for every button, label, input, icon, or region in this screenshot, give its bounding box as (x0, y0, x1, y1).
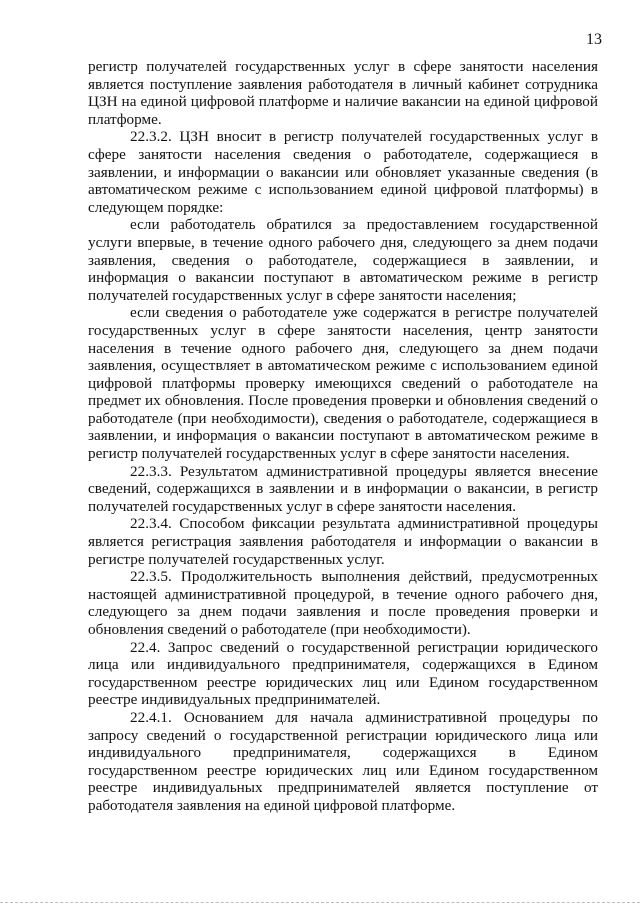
paragraph-22-3-5: 22.3.5. Продолжительность выполнения действий, предусмотренных настоящей административной процедурой, в течение одного рабочего дня, следующего за днем подачи заявления и после проведения проверки и обновления сведений о работодателе (при необходимости). (88, 568, 598, 638)
paragraph-22-3-4: 22.3.4. Способом фиксации результата административной процедуры является регистрация заявления работодателя и информации о вакансии в регистре получателей государственных услуг. (88, 515, 598, 568)
paragraph-22-3-3: 22.3.3. Результатом административной процедуры является внесение сведений, содержащихся в заявлении и в информации о вакансии, в регистр получателей государственных услуг в сфере занятости населения. (88, 462, 598, 515)
paragraph-existing-record: если сведения о работодателе уже содержатся в регистре получателей государственных услуг в сфере занятости населения, центр занятости населения в течение одного рабочего дня, следующего за днем подачи заявления, осуществляет в автоматическом режиме с использованием единой цифровой платформы проверку имеющихся сведений о работодателе на предмет их обновления. После проведения проверки и обновления сведений о работодателе (при необходимости), сведения о работодателе, содержащиеся в заявлении, и информация о вакансии поступают в автоматическом режиме в регистр получателей государственных услуг в сфере занятости населения. (88, 304, 598, 463)
paragraph-continuation: регистр получателей государственных услуг в сфере занятости населения является поступление заявления работодателя в личный кабинет сотрудника ЦЗН на единой цифровой платформе и наличие вакансии на единой цифровой платформе. (88, 58, 598, 128)
paragraph-22-3-2: 22.3.2. ЦЗН вносит в регистр получателей государственных услуг в сфере занятости населения сведения о работодателе, содержащиеся в заявлении, и информации о вакансии или обновляет указанные сведения (в автоматическом режиме с использованием единой цифровой платформы) в следующем порядке: (88, 128, 598, 216)
paragraph-22-4: 22.4. Запрос сведений о государственной регистрации юридического лица или индивидуального предпринимателя, содержащихся в Едином государственном реестре юридических лиц или Едином государственном реестре индивидуальных предпринимателей. (88, 638, 598, 709)
page-number: 13 (586, 31, 602, 48)
scan-edge-divider (0, 902, 640, 903)
paragraph-first-request: если работодатель обратился за предоставлением государственной услуги впервые, в течение одного рабочего дня, следующего за днем подачи заявления, сведения о работодателе, содержащиеся в заявлении, и информация о вакансии поступают в автоматическом режиме в регистр получателей государственных услуг в сфере занятости населения; (88, 216, 598, 304)
document-body (88, 58, 598, 815)
paragraph-22-4-1: 22.4.1. Основанием для начала административной процедуры по запросу сведений о государственной регистрации юридического лица или индивидуального предпринимателя, содержащихся в Едином государственном реестре юридических лиц или Едином государственном реестре индивидуальных предпринимателей является поступление от работодателя заявления на единой цифровой платформе. (88, 708, 598, 814)
